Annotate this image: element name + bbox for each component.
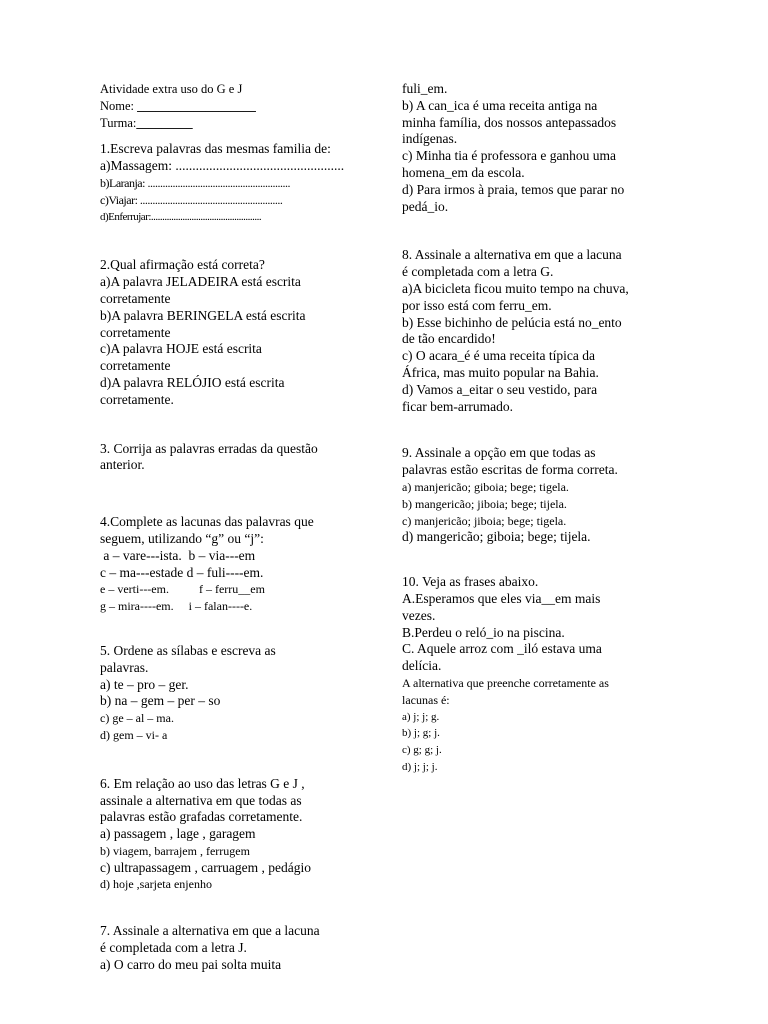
q2-line: a)A palavra JELADEIRA está escrita <box>100 274 301 290</box>
q4-line: seguem, utilizando “g” ou “j”: <box>100 530 264 546</box>
q5-line: b) na – gem – per – so <box>100 693 221 709</box>
name-line <box>100 98 382 115</box>
q8-line: a)A bicicleta ficou muito tempo na chuva, <box>402 280 629 296</box>
q9-line: c) manjericão; jiboia; bege; tigela. <box>402 513 567 528</box>
q4-line: g – mira----em. i – falan----e. <box>100 599 253 614</box>
q8-line: c) O acara_é é uma receita típica da <box>402 348 595 364</box>
class-line <box>100 115 382 132</box>
q4-line: 4.Complete as lacunas das palavras que <box>100 514 314 530</box>
q9-line: a) manjericão; giboia; bege; tigela. <box>402 479 569 494</box>
q10-line: a) j; j; g. <box>402 710 440 723</box>
q5-line: palavras. <box>100 659 149 675</box>
q2-line: corretamente <box>100 290 171 306</box>
q6-line: b) viagem, barrajem , ferrugem <box>100 843 250 858</box>
q9-line: b) mangericão; jiboia; bege; tijela. <box>402 496 567 511</box>
q5-line: c) ge – al – ma. <box>100 711 174 726</box>
q2-line: corretamente <box>100 324 171 340</box>
q6-line: c) ultrapassagem , carruagem , pedágio <box>100 859 312 875</box>
q1-prompt: 1.Escreva palavras das mesmas familia de: <box>100 141 331 157</box>
class-blank: _________ <box>136 115 193 130</box>
worksheet-title: Atividade extra uso do G e J <box>100 82 243 96</box>
q4-line: a – vare---ista. b – via---em <box>100 547 256 563</box>
q1-item-b: b)Laranja: ......................................................... <box>100 175 290 190</box>
q7-line: fuli_em. <box>402 81 448 96</box>
q10-line: A alternativa que preenche corretamente as <box>402 675 609 690</box>
q1-item-a: a)Massagem: .................................................. <box>100 158 345 174</box>
q4-line: e – verti---em. f – ferru__em <box>100 582 265 597</box>
q8-line: é completada com a letra G. <box>402 264 554 280</box>
q1-item-d: d)Enferrujar:................................................. <box>100 210 262 223</box>
q8-line: d) Vamos a_eitar o seu vestido, para <box>402 381 598 397</box>
q10-line: B.Perdeu o reló_io na piscina. <box>402 624 565 640</box>
q4-line: c – ma---estade d – fuli----em. <box>100 564 264 580</box>
q8-line: ficar bem-arrumado. <box>402 398 513 414</box>
q5-line: a) te – pro – ger. <box>100 676 189 692</box>
q3-line: 3. Corrija as palavras erradas da questão <box>100 440 318 456</box>
class-label: Turma: <box>100 115 137 130</box>
q2-prompt: 2.Qual afirmação está correta? <box>100 257 265 273</box>
q2-line: corretamente. <box>100 391 174 407</box>
q7-line: a) O carro do meu pai solta muita <box>100 956 282 972</box>
q10-line: c) g; g; j. <box>402 744 442 757</box>
q6-line: 6. Em relação ao uso das letras G e J , <box>100 775 305 791</box>
q7-line: minha família, dos nossos antepassados <box>402 114 617 130</box>
q8-line: por isso está com ferru_em. <box>402 297 552 313</box>
name-label: Nome: <box>100 98 138 113</box>
q10-line: lacunas é: <box>402 692 450 707</box>
q6-line: a) passagem , lage , garagem <box>100 826 256 842</box>
q7-line: b) A can_ica é uma receita antiga na <box>402 97 598 113</box>
q10-line: 10. Veja as frases abaixo. <box>402 574 539 590</box>
q7-line: é completada com a letra J. <box>100 940 247 956</box>
q6-line: d) hoje ,sarjeta enjenho <box>100 877 212 892</box>
q6-line: palavras estão grafadas corretamente. <box>100 809 303 825</box>
q7-line: 7. Assinale a alternativa em que a lacuna <box>100 923 320 939</box>
q7-line: indígenas. <box>402 131 458 147</box>
name-blank: ___________________ <box>137 98 256 113</box>
q10-line: A.Esperamos que eles via__em mais <box>402 590 601 606</box>
q8-line: África, mas muito popular na Bahia. <box>402 364 599 380</box>
q7-line: homena_em da escola. <box>402 164 525 180</box>
q2-line: corretamente <box>100 358 171 374</box>
q2-line: c)A palavra HOJE está escrita <box>100 341 262 357</box>
left-column <box>100 81 382 974</box>
q8-line: b) Esse bichinho de pelúcia está no_ento <box>402 314 622 330</box>
q7-line: d) Para irmos à praia, temos que parar no <box>402 181 625 197</box>
q9-line: 9. Assinale a opção em que todas as <box>402 445 596 461</box>
q3-line: anterior. <box>100 457 145 473</box>
q6-line: assinale a alternativa em que todas as <box>100 792 302 808</box>
q8-line: 8. Assinale a alternativa em que a lacuna <box>402 247 622 263</box>
q10-line: b) j; g; j. <box>402 727 440 740</box>
q5-line: 5. Ordene as sílabas e escreva as <box>100 642 276 658</box>
q9-line: palavras estão escritas de forma correta. <box>402 462 618 478</box>
q9-line: d) mangericão; giboia; bege; tijela. <box>402 529 591 545</box>
q7-line: c) Minha tia é professora e ganhou uma <box>402 148 617 164</box>
q7-line: pedá_io. <box>402 198 449 214</box>
q10-line: C. Aquele arroz com _iló estava uma <box>402 641 602 657</box>
q10-line: d) j; j; j. <box>402 760 438 773</box>
q2-line: b)A palavra BERINGELA está escrita <box>100 307 306 323</box>
q5-line: d) gem – vi- a <box>100 727 168 742</box>
q1-item-c: c)Viajar: ......................................................... <box>100 192 283 207</box>
q10-line: vezes. <box>402 607 436 623</box>
q10-line: delícia. <box>402 658 442 674</box>
q2-line: d)A palavra RELÓJIO está escrita <box>100 374 285 390</box>
q8-line: de tão encardido! <box>402 331 496 347</box>
right-column <box>402 81 672 776</box>
